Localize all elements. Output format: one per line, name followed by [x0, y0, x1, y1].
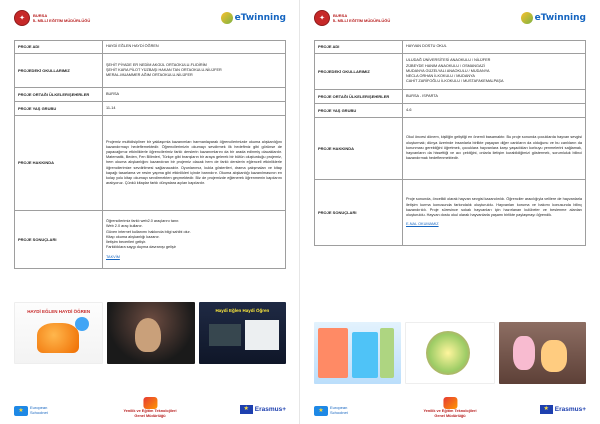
school-list — [103, 54, 286, 88]
erasmus-logo — [540, 405, 586, 414]
eu-line2: Schoolnet — [30, 410, 48, 415]
school-item: MUDANYA GÜZELYALI ANAOKULU / MUDANYA — [406, 68, 490, 73]
poster-shape — [318, 328, 348, 378]
left-project-table — [14, 40, 286, 269]
result-item: Güven internet kullanımı hakkında bilgi sahibi olur. — [106, 229, 191, 234]
bursa-meb-logo — [14, 10, 90, 26]
photo-project-logo — [14, 302, 103, 364]
calendar-link[interactable]: TAKVİM — [106, 254, 120, 259]
eu-line2: Schoolnet — [330, 410, 348, 415]
photo-portrait — [107, 302, 194, 364]
left-footer — [14, 390, 286, 418]
result-item: Kitap okuma alışkanlığı kazanır. — [106, 234, 160, 239]
photo-poster — [199, 302, 286, 364]
etwinning-text: eTwinning — [534, 13, 586, 23]
eu-line1: European — [30, 405, 48, 411]
yegitek-icon — [143, 397, 157, 409]
yegitek-line2: Genel Müdürlüğü — [434, 413, 466, 418]
erasmus-text: Erasmus+ — [554, 406, 586, 413]
eu-stars-icon: ★ — [314, 406, 328, 416]
yegitek-logo — [423, 397, 476, 418]
org-line1: BURSA — [333, 13, 348, 18]
org-line2: İL MİLLİ EĞİTİM MÜDÜRLÜĞÜ — [333, 18, 391, 23]
erasmus-text: Erasmus+ — [254, 406, 286, 413]
school-item: NECLA ORHAN İLKOKULU / MUDANYA — [406, 74, 475, 79]
row-label: PROJE SONUÇLARI — [315, 180, 403, 246]
meb-seal-icon: ✦ — [314, 10, 330, 26]
school-item: ZÜBEYDE HANIM ANAOKULU / OSMANGAZİ — [406, 63, 485, 68]
table-row — [315, 104, 586, 118]
age-group: 4-6 — [403, 104, 586, 118]
table-row — [15, 88, 286, 102]
poster-shape — [380, 328, 394, 378]
partner-cities: BURSA — [103, 88, 286, 102]
row-label: PROJE YAŞ GRUBU — [15, 102, 103, 116]
project-name: HAYVAN DOSTU OKUL — [403, 41, 586, 54]
photo-children — [499, 322, 586, 384]
school-item: ŞEHİT PİYADE ER NEDİM AKGÜL ORTAOKULU-FLIDİRİM — [106, 62, 207, 67]
about-text: Projemiz multidisipliner bir yaklaşımla kazanımları harmanlayarak öğrencilerimizde okuma alışkanlığını kazandırmayı hedeflemektedir. Öğrencilerimizin okumayı sevdirmek ilk hedefimiz gibi görünse de yapacağımız etkinliklerle öğrencilerimiz farklı derslerin kazanımlarını da bir arada edinmiş olacaklardır. Matematik, Beden, Fen Bilimleri, Türkçe gibi branşların bir araya gelerek bir bütün oluşturduğu projemiz, hem okuma alışkanlığını kazandıran bir projemiz olacak hem de farklı derslerin eğlenceli etkinliklerle öğrencilerimize sevdirilmesi sağlanacaktır. Oyunlarımız, kukla gösterileri, drama çalışmaları ve kitap kapağı tasarlama ve resim yapma gibi etkinlikleri içinde barındırır. Okuma alışkanlığı kazanılmasının en kolay yolu kitap okumayı sevdirmekten geçmektedir. Biz de projemizde eğlenerek öğrenmenin kapılarını aralıyoruz. Çünkü kitaplar farklı dünyalara açılan kapılardır. — [103, 116, 286, 211]
eu-flag-icon: ★ — [540, 405, 553, 414]
results-text: Proje sonunda, öncelikli olarak hayvan sevgisi kazandırıldı. Öğrenciler aracılığıyla velilere de hayvanlarla iletişim kurma konusunda farkındalık oluşturuldu. Hayvanları koruma ve bakımı konusunda bilinç kazandırıldı. Proje süresince sokak hayvanları için hazırlanan kulübeler ve beslenme alanları oluşturuldu. Hayvan dostu okul olarak hayvanlarla yaşamı birlikte paylaşmayı öğrendik. — [406, 197, 583, 218]
result-item: İletişim becerileri gelişir. — [106, 240, 147, 245]
table-row — [15, 54, 286, 88]
table-row — [315, 118, 586, 180]
row-label: PROJE ORTAĞI ÜLKELER/ŞEHİRLER — [315, 90, 403, 104]
bursa-meb-logo — [314, 10, 390, 26]
result-item: Web 2.0 araç kullanır. — [106, 224, 143, 229]
table-row — [15, 116, 286, 211]
etwinning-logo — [221, 12, 286, 24]
photo-caption: Haydi Eğlen Haydi Öğren — [215, 308, 270, 313]
left-photo-strip — [14, 302, 286, 364]
results-list — [103, 211, 286, 269]
row-label: PROJEDEKİ OKULLARIMIZ — [315, 54, 403, 90]
about-text: Okul öncesi dönem, kişiliğin geliştiği en önemli basamaktır. Bu proje sonunda çocuklarda hayvan sevgisi oluşturmak; dünya üzerinde insanlarla birlikte yaşayan diğer canlıların da olduğunu ve bu canlıların da korunması gerektiğini öğretmek, çocuklara hayvanlara karşı yaşadıkları korkuyu yenmelerini sağlamak, hayvanların da hissettiği ve acı çektiğini, onlarla iletişim kurabildiğimizi göstermek, sorumluluk bilinci kazandırmak hedeflenmektedir. — [403, 118, 586, 180]
row-label: PROJEDEKİ OKULLARIMIZ — [15, 54, 103, 88]
eu-flag-icon: ★ — [240, 405, 253, 414]
right-header — [314, 8, 586, 32]
etwinning-logo — [521, 12, 586, 24]
school-item: MERAL-MUAMMER AĞIM ORTAOKULU-NİLÜFER — [106, 73, 193, 78]
org-line1: BURSA — [33, 13, 48, 18]
right-project-table — [314, 40, 586, 246]
school-item: CAHİT ZARİFOĞLU İLKOKULU / MUSTAFAKEMALPAŞA — [406, 79, 504, 84]
etwinning-icon — [221, 12, 233, 24]
right-photo-strip — [314, 322, 586, 384]
right-page — [310, 0, 590, 424]
photo-caption: HAYDİ EĞLEN HAYDİ ÖĞREN — [27, 309, 91, 314]
row-label: PROJE YAŞ GRUBU — [315, 104, 403, 118]
page-divider — [299, 0, 300, 424]
etwinning-text: eTwinning — [234, 13, 286, 23]
table-row — [15, 41, 286, 54]
yegitek-line1: Yenilik ve Eğitim Teknolojileri — [123, 409, 177, 413]
row-label: PROJE SONUÇLARI — [15, 211, 103, 269]
yegitek-logo — [123, 397, 176, 418]
row-label: PROJE ADI — [15, 41, 103, 54]
row-label: PROJE HAKKINDA — [315, 118, 403, 180]
poster-panel — [209, 324, 241, 346]
org-line2: İL MİLLİ EĞİTİM MÜDÜRLÜĞÜ — [33, 18, 91, 23]
enal-link[interactable]: E-NAL OKUMAMIZ — [406, 222, 439, 227]
european-schoolnet-logo — [14, 406, 48, 416]
result-item: Farklılıklara saygı duyma davranışı gelişir — [106, 245, 176, 250]
age-group: 11-14 — [103, 102, 286, 116]
eu-line1: European — [330, 405, 348, 411]
poster-panel — [245, 320, 279, 350]
bubble-illustration — [75, 317, 89, 331]
emblem-circle — [426, 331, 470, 375]
results-cell — [403, 180, 586, 246]
table-row — [315, 41, 586, 54]
photo-classroom — [314, 322, 401, 384]
photo-emblem — [405, 322, 494, 384]
project-name: HAYDİ EĞLEN HAYDİ ÖĞREN — [103, 41, 286, 54]
row-label: PROJE ADI — [315, 41, 403, 54]
school-list — [403, 54, 586, 90]
right-footer — [314, 390, 586, 418]
row-label: PROJE HAKKINDA — [15, 116, 103, 211]
left-page — [10, 0, 290, 424]
european-schoolnet-logo — [314, 406, 348, 416]
table-row — [315, 90, 586, 104]
child-shape — [541, 340, 567, 372]
yegitek-icon — [443, 397, 457, 409]
table-row — [15, 102, 286, 116]
table-row — [315, 54, 586, 90]
etwinning-icon — [521, 12, 533, 24]
face-shape — [135, 318, 161, 352]
table-row — [315, 180, 586, 246]
left-header — [14, 8, 286, 32]
meb-seal-icon: ✦ — [14, 10, 30, 26]
eu-stars-icon: ★ — [14, 406, 28, 416]
yegitek-line1: Yenilik ve Eğitim Teknolojileri — [423, 409, 477, 413]
table-row — [15, 211, 286, 269]
row-label: PROJE ORTAĞI ÜLKELER/ŞEHİRLER — [15, 88, 103, 102]
school-item: ULUDAĞ ÜNİVERSİTESİ ANAOKULU / NİLÜFER — [406, 58, 491, 63]
yegitek-line2: Genel Müdürlüğü — [134, 413, 166, 418]
partner-cities: BURSA - ISPARTA — [403, 90, 586, 104]
poster-shape — [352, 332, 378, 378]
book-illustration — [37, 323, 79, 353]
erasmus-logo — [240, 405, 286, 414]
school-item: ŞEHİT KARA PİLOT YÜZBAŞI HAKAN TAN ORTAOKULU-NİLÜFER — [106, 67, 222, 72]
result-item: Öğrencilerimiz farklı web2.0 araçlarını tanır. — [106, 219, 180, 224]
child-shape — [513, 336, 535, 370]
